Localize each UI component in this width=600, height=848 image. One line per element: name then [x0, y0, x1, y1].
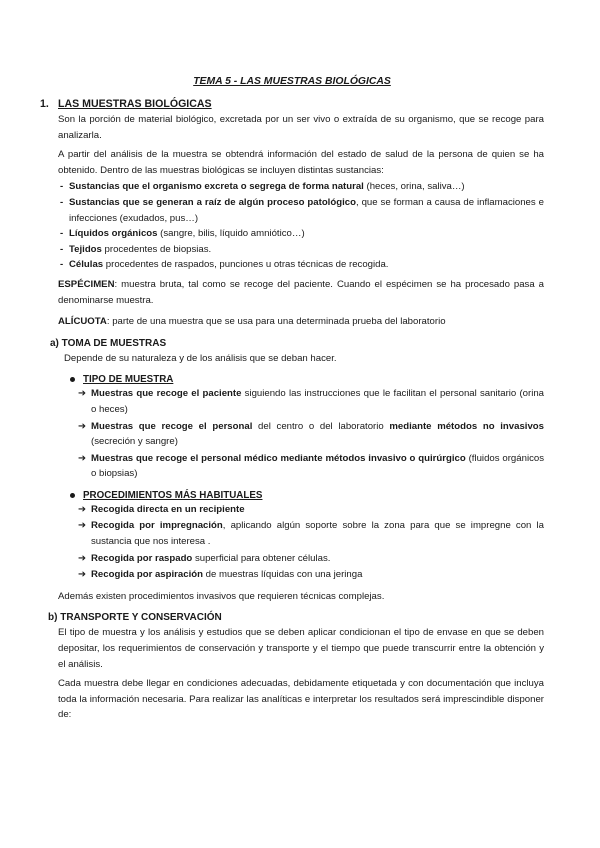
procedimientos-list [40, 502, 544, 583]
arrow-icon: ➔ [78, 569, 87, 581]
tipo-muestra-heading: TIPO DE MUESTRA [70, 374, 544, 385]
procedimientos-closing: Además existen procedimientos invasivos que requieren técnicas complejas. [58, 590, 385, 602]
arrow-icon: ➔ [78, 388, 87, 400]
list-item: - Tejidos procedentes de biopsias. [60, 242, 544, 258]
document-title: TEMA 5 - LAS MUESTRAS BIOLÓGICAS [193, 76, 391, 87]
analysis-paragraph: A partir del análisis de la muestra se obtendrá información del estado de salud de la persona de quien se ha obtenido. Dentro de las muestras biológicas se incluyen distintas sustancias: [58, 149, 544, 176]
especimen-label: ESPÉCIMEN [58, 278, 115, 290]
arrow-icon: ➔ [78, 520, 87, 532]
transporte-paragraph-1: El tipo de muestra y los análisis y estudios que se deben aplicar condicionan el tipo de envase en que se deben depositar, los requerimientos de conservación y transporte y el tiempo que puede transcurrir entre la obtención y el análisis. [58, 627, 544, 670]
list-item: ➔ Recogida por impregnación, aplicando algún soporte sobre la zona para que se impregne con la sustancia que nos interesa . [78, 520, 544, 548]
arrow-icon: ➔ [78, 452, 87, 464]
list-item: ➔ Muestras que recoge el personal del centro o del laboratorio mediante métodos no invasivos (secreción y sangre) [78, 420, 544, 448]
bullet-icon [70, 493, 75, 498]
list-item: - Sustancias que el organismo excreta o segrega de forma natural (heces, orina, saliva…) [60, 179, 544, 195]
section-number: 1. [40, 98, 49, 110]
list-item: ➔ Recogida por aspiración de muestras líquidas con una jeringa [78, 567, 544, 583]
list-item: - Líquidos orgánicos (sangre, bilis, líquido amniótico…) [60, 226, 544, 242]
list-item: ➔ Recogida directa en un recipiente [78, 502, 544, 518]
list-item: - Células procedentes de raspados, punciones u otras técnicas de recogida. [60, 257, 544, 273]
substance-list [40, 179, 544, 273]
tipo-muestra-list [40, 386, 544, 482]
definition-paragraph: Son la porción de material biológico, excretada por un ser vivo o extraída de su organismo, que se recoge para analizarla. [58, 114, 544, 141]
subsection-heading-toma: a) TOMA DE MUESTRAS [50, 337, 167, 349]
transporte-paragraph-2: Cada muestra debe llegar en condiciones adecuadas, debidamente etiquetada y con documentación que incluya toda la información necesaria. Para realizar las analíticas e interpretar los resultados será imprescindible disponer de: [58, 678, 544, 721]
bullet-icon [70, 377, 75, 382]
list-item: ➔ Muestras que recoge el paciente siguiendo las instrucciones que le facilitan el personal sanitario (orina o heces) [78, 388, 544, 415]
arrow-icon: ➔ [78, 503, 87, 515]
especimen-definition: ESPÉCIMEN: muestra bruta, tal como se recoge del paciente. Cuando el espécimen se ha procesado pasa a denominarse muestra. [58, 278, 544, 306]
arrow-icon: ➔ [78, 420, 87, 432]
alicuota-label: ALÍCUOTA [58, 316, 107, 328]
arrow-icon: ➔ [78, 552, 87, 564]
list-item: ➔ Recogida por raspado superficial para obtener células. [78, 551, 544, 567]
section-heading-muestras-biologicas [40, 98, 544, 110]
alicuota-definition: ALÍCUOTA: parte de una muestra que se usa para una determinada prueba del laboratorio [58, 316, 446, 328]
list-item: - Sustancias que se generan a raíz de algún proceso patológico, que se forman a causa de inflamaciones e infecciones (exudados, pus…) [60, 195, 544, 226]
list-item: ➔ Muestras que recoge el personal médico mediante métodos invasivo o quirúrgico (fluidos orgánicos o biopsias) [78, 452, 545, 480]
section-title: LAS MUESTRAS BIOLÓGICAS [58, 98, 212, 110]
procedimientos-heading: PROCEDIMIENTOS MÁS HABITUALES [70, 490, 544, 501]
subsection-heading-transporte: b) TRANSPORTE Y CONSERVACIÓN [48, 612, 222, 624]
toma-intro: Depende de su naturaleza y de los análisis que se deban hacer. [64, 352, 337, 364]
